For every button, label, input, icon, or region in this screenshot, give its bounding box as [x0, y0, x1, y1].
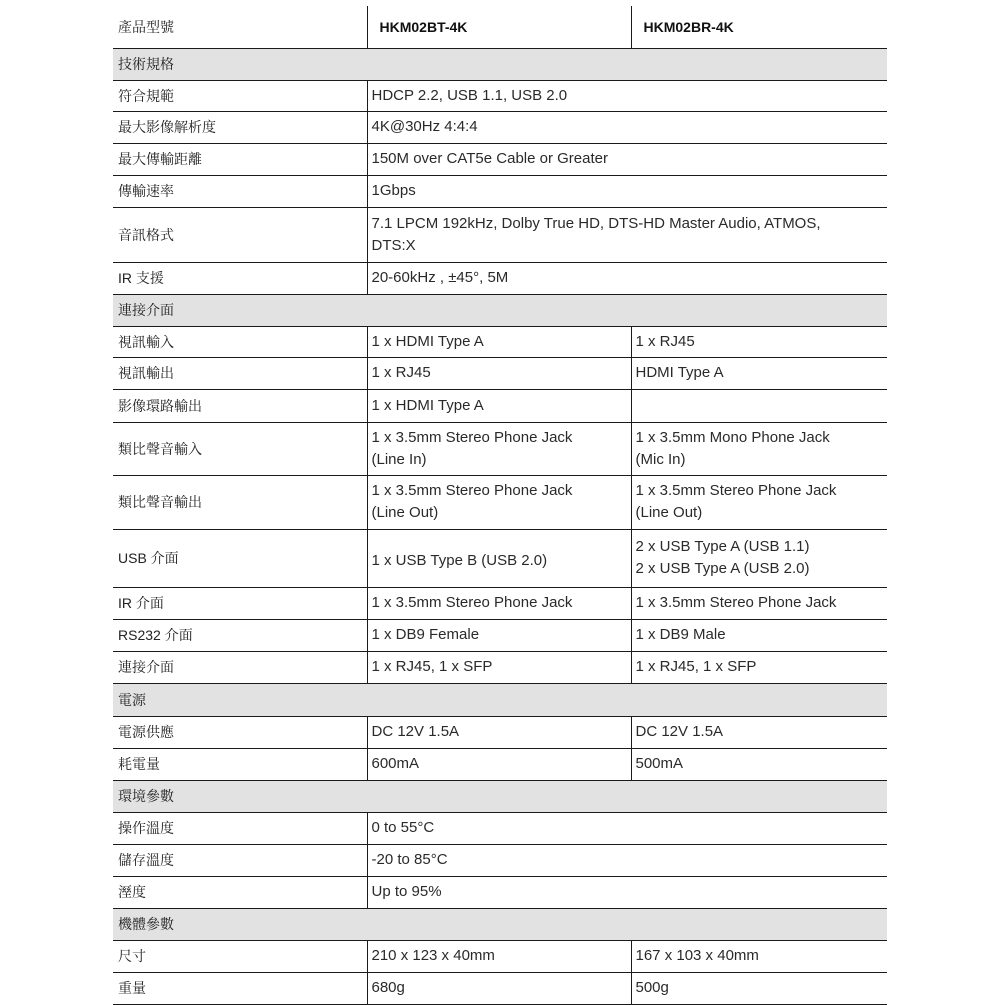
- row-value-a: [367, 422, 631, 475]
- row-value-a: 1 x HDMI Type A: [367, 389, 631, 422]
- row-label: 連接介面: [113, 651, 367, 683]
- row-value-b: 1 x RJ45: [631, 326, 887, 357]
- row-value-b: 500g: [631, 972, 887, 1004]
- table-row: [113, 529, 887, 587]
- row-value: 1Gbps: [367, 175, 887, 207]
- row-label: 類比聲音輸入: [113, 422, 367, 475]
- section-environment: [113, 780, 887, 812]
- usb-b-text: 2 x USB Type A (USB 1.1) 2 x USB Type A (USB 2.0): [635, 538, 810, 577]
- section-interface: [113, 294, 887, 326]
- row-label: 溼度: [113, 876, 367, 908]
- table-row: [113, 619, 887, 651]
- row-value: HDCP 2.2, USB 1.1, USB 2.0: [367, 80, 887, 111]
- row-value-a: 1 x HDMI Type A: [367, 326, 631, 357]
- row-value-a: [367, 529, 631, 587]
- analog-in-b-text: 1 x 3.5mm Mono Phone Jack (Mic In): [635, 428, 830, 468]
- table-row: [113, 207, 887, 262]
- row-label: 重量: [113, 972, 367, 1004]
- table-row: [113, 326, 887, 357]
- section-tech: [113, 48, 887, 80]
- row-label: 影像環路輸出: [113, 389, 367, 422]
- table-row: [113, 972, 887, 1004]
- table-row: [113, 262, 887, 294]
- section-physical: [113, 908, 887, 940]
- row-label: 音訊格式: [113, 207, 367, 262]
- row-value-a: 600mA: [367, 748, 631, 780]
- section-tech-title: 技術規格: [113, 48, 887, 80]
- table-row: [113, 876, 887, 908]
- section-power: [113, 683, 887, 716]
- row-value: 0 to 55°C: [367, 812, 887, 844]
- row-value-b: [631, 475, 887, 529]
- row-value-a: 210 x 123 x 40mm: [367, 940, 631, 972]
- analog-out-a-text: 1 x 3.5mm Stereo Phone Jack (Line Out): [371, 482, 573, 521]
- usb-a-text: 1 x USB Type B (USB 2.0): [371, 552, 548, 569]
- table-row: [113, 357, 887, 389]
- row-value-a: 1 x DB9 Female: [367, 619, 631, 651]
- row-label: 最大影像解析度: [113, 111, 367, 143]
- table-row: [113, 80, 887, 111]
- model-a-heading: HKM02BT-4K: [367, 6, 631, 48]
- row-label: 儲存溫度: [113, 844, 367, 876]
- audio-format-text: 7.1 LPCM 192kHz, Dolby True HD, DTS-HD Master Audio, ATMOS, DTS:X: [371, 214, 821, 254]
- table-row: [113, 389, 887, 422]
- row-value-b: 1 x 3.5mm Stereo Phone Jack: [631, 587, 887, 619]
- table-row: [113, 587, 887, 619]
- row-value-a: 1 x 3.5mm Stereo Phone Jack: [367, 587, 631, 619]
- spec-table: [113, 6, 887, 1005]
- row-value-b: [631, 422, 887, 475]
- analog-out-b-text: 1 x 3.5mm Stereo Phone Jack (Line Out): [635, 482, 837, 521]
- row-label: 傳輸速率: [113, 175, 367, 207]
- section-interface-title: 連接介面: [113, 294, 887, 326]
- row-value-a: 1 x RJ45: [367, 357, 631, 389]
- table-row: [113, 940, 887, 972]
- row-label: RS232 介面: [113, 619, 367, 651]
- table-row: [113, 748, 887, 780]
- row-label: 操作溫度: [113, 812, 367, 844]
- row-label: 視訊輸入: [113, 326, 367, 357]
- table-row: [113, 111, 887, 143]
- header-row: [113, 6, 887, 48]
- row-value-b: 500mA: [631, 748, 887, 780]
- row-label: 類比聲音輸出: [113, 475, 367, 529]
- row-value-a: DC 12V 1.5A: [367, 716, 631, 748]
- row-label: USB 介面: [113, 529, 367, 587]
- row-value-b: [631, 389, 887, 422]
- section-power-title: 電源: [113, 683, 887, 716]
- row-label: 視訊輸出: [113, 357, 367, 389]
- table-row: [113, 475, 887, 529]
- table-row: [113, 716, 887, 748]
- row-value-b: DC 12V 1.5A: [631, 716, 887, 748]
- header-label: 產品型號: [113, 6, 367, 48]
- row-value-b: [631, 529, 887, 587]
- row-value: 20-60kHz , ±45°, 5M: [367, 262, 887, 294]
- row-label: 電源供應: [113, 716, 367, 748]
- row-label: 耗電量: [113, 748, 367, 780]
- row-label: 符合規範: [113, 80, 367, 111]
- model-b-heading: HKM02BR-4K: [631, 6, 887, 48]
- table-row: [113, 143, 887, 175]
- table-row: [113, 844, 887, 876]
- row-value: [367, 207, 887, 262]
- table-row: [113, 422, 887, 475]
- row-value: 150M over CAT5e Cable or Greater: [367, 143, 887, 175]
- row-value-b: 1 x RJ45, 1 x SFP: [631, 651, 887, 683]
- row-value-a: 680g: [367, 972, 631, 1004]
- row-value-a: [367, 475, 631, 529]
- section-environment-title: 環境參數: [113, 780, 887, 812]
- row-value-b: 1 x DB9 Male: [631, 619, 887, 651]
- section-physical-title: 機體參數: [113, 908, 887, 940]
- row-value-b: HDMI Type A: [631, 357, 887, 389]
- row-value-b: 167 x 103 x 40mm: [631, 940, 887, 972]
- row-label: IR 支援: [113, 262, 367, 294]
- row-value-a: 1 x RJ45, 1 x SFP: [367, 651, 631, 683]
- row-label: IR 介面: [113, 587, 367, 619]
- row-value: 4K@30Hz 4:4:4: [367, 111, 887, 143]
- row-label: 尺寸: [113, 940, 367, 972]
- analog-in-a-text: 1 x 3.5mm Stereo Phone Jack (Line In): [371, 428, 573, 468]
- row-value: -20 to 85°C: [367, 844, 887, 876]
- table-row: [113, 812, 887, 844]
- table-row: [113, 651, 887, 683]
- table-row: [113, 175, 887, 207]
- row-label: 最大傳輸距離: [113, 143, 367, 175]
- row-value: Up to 95%: [367, 876, 887, 908]
